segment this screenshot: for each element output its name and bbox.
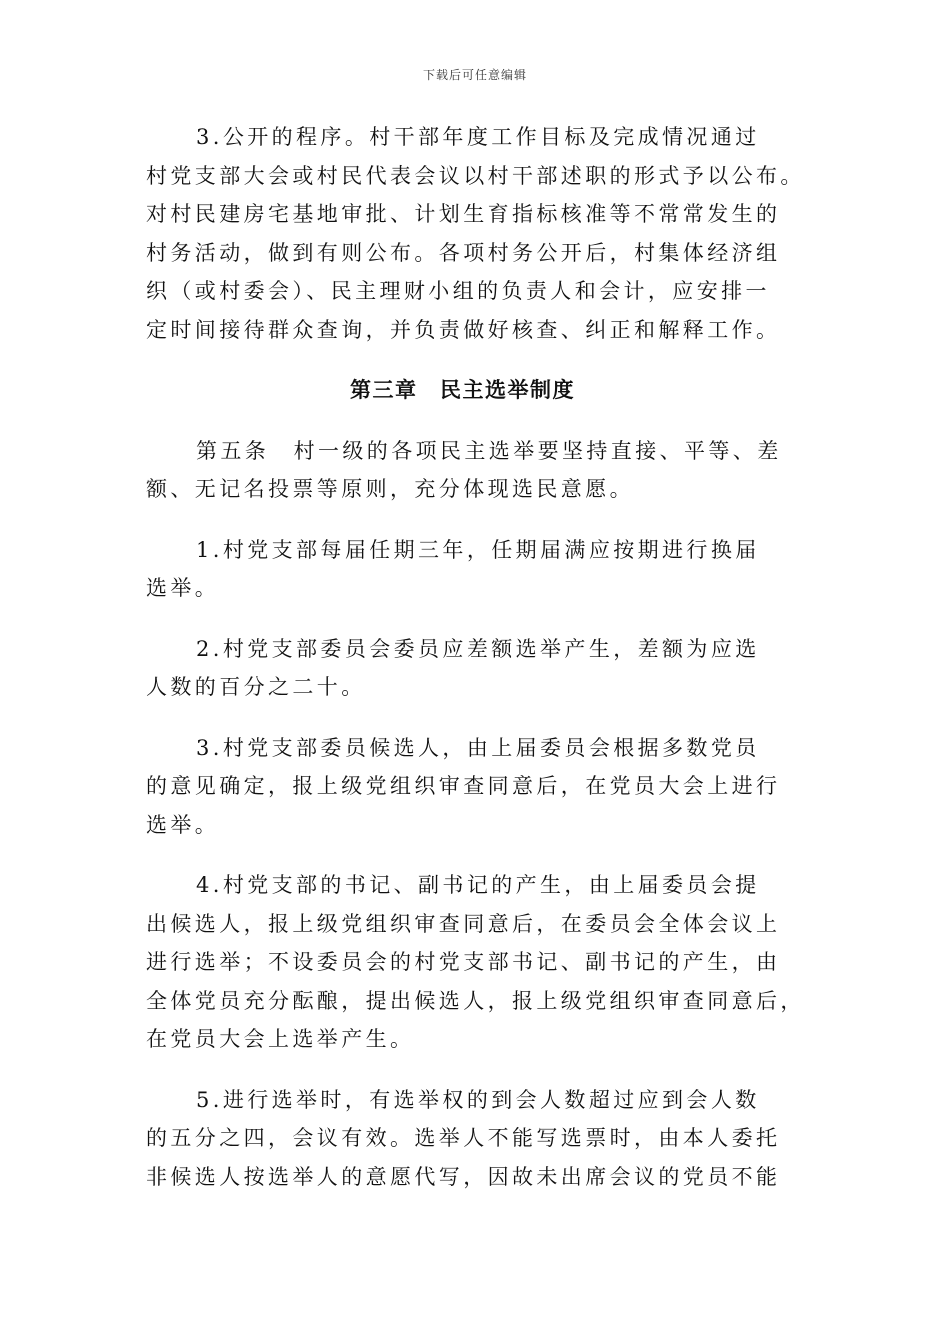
paragraph-line: 织（或村委会）、民主理财小组的负责人和会计，应安排一: [146, 279, 770, 303]
paragraph-gap: [146, 349, 816, 371]
paragraph-gap: [146, 844, 816, 866]
paragraph: [146, 531, 816, 608]
paragraph-line: 5.进行选举时，有选举权的到会人数超过应到会人数: [196, 1087, 760, 1112]
paragraph: [146, 630, 816, 707]
paragraph-line: 3.村党支部委员候选人，由上届委员会根据多数党员: [196, 735, 760, 760]
paragraph-gap: [146, 1059, 816, 1081]
paragraph-line: 4.村党支部的书记、副书记的产生，由上届委员会提: [196, 873, 760, 897]
header-note: 下载后可任意编辑: [422, 68, 527, 82]
paragraph-line: 的意见确定，报上级党组织审查同意后，在党员大会上进行: [146, 774, 781, 798]
paragraph-gap: [146, 509, 816, 531]
paragraph-line: 选举。: [146, 812, 220, 837]
paragraph-line: 3.公开的程序。村干部年度工作目标及完成情况通过: [196, 125, 760, 149]
paragraph-gap: [146, 410, 816, 432]
paragraph-line: 对村民建房宅基地审批、计划生育指标核准等不常常发生的: [146, 202, 781, 226]
paragraph-line: 村党支部大会或村民代表会议以村干部述职的形式予以公布。: [146, 163, 805, 188]
paragraph-line: 在党员大会上选举产生。: [146, 1027, 415, 1051]
paragraph-line: 1.村党支部每届任期三年，任期届满应按期进行换届: [196, 537, 760, 562]
paragraph-line: 出候选人，报上级党组织审查同意后，在委员会全体会议上: [146, 911, 781, 936]
chapter-heading: 第三章 民主选举制度: [350, 378, 575, 402]
paragraph-line: 全体党员充分酝酿，提出候选人，报上级党组织审查同意后，: [146, 988, 805, 1013]
paragraph-line: 非候选人按选举人的意愿代写，因故未出席会议的党员不能: [146, 1164, 781, 1189]
paragraph: [146, 866, 816, 1059]
paragraph-line: 选举。: [146, 576, 220, 600]
paragraph: [146, 432, 816, 509]
paragraph: [146, 1081, 816, 1197]
paragraph-line: 额、无记名投票等原则，充分体现选民意愿。: [146, 477, 634, 501]
paragraph-line: 定时间接待群众查询，并负责做好核查、纠正和解释工作。: [146, 317, 781, 342]
paragraph-line: 的五分之四，会议有效。选举人不能写选票时，由本人委托: [146, 1126, 781, 1150]
paragraph-line: 村务活动，做到有则公布。各项村务公开后，村集体经济组: [146, 240, 781, 265]
paragraph-line: 人数的百分之二十。: [146, 675, 366, 699]
paragraph-gap: [146, 608, 816, 630]
paragraph-line: 进行选举；不设委员会的村党支部书记、副书记的产生，由: [146, 950, 781, 974]
document-body: [146, 118, 816, 1196]
paragraph-line: 2.村党支部委员会委员应差额选举产生，差额为应选: [196, 636, 760, 661]
paragraph: [146, 118, 816, 349]
paragraph-line: 第五条 村一级的各项民主选举要坚持直接、平等、差: [196, 438, 782, 463]
paragraph-gap: [146, 707, 816, 729]
paragraph: [146, 729, 816, 845]
